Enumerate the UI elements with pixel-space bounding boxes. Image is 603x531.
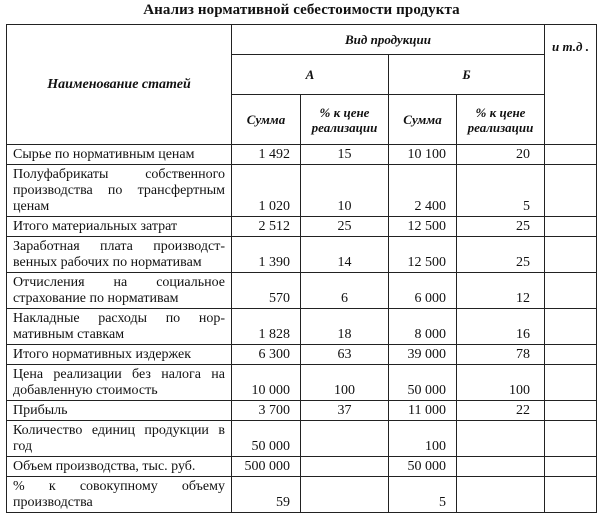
row-name: Заработная плата производственных рабочих по нормативам [7, 237, 232, 273]
b-sum-cell: 50 000 [389, 365, 457, 401]
b-sum-header: Сумма [389, 95, 457, 145]
etc-cell [545, 309, 597, 345]
document-title: Анализ нормативной себестоимости продукта [143, 2, 460, 18]
b-sum-cell: 11 000 [389, 401, 457, 421]
table-row [7, 273, 597, 309]
a-sum-cell: 10 000 [232, 365, 301, 401]
table-row [7, 421, 597, 457]
b-pct-cell: 25 [457, 217, 545, 237]
b-pct-cell: 78 [457, 345, 545, 365]
etc-cell [545, 457, 597, 477]
a-sum-cell: 59 [232, 477, 301, 513]
b-pct-cell [457, 421, 545, 457]
a-pct-cell: 37 [301, 401, 389, 421]
a-pct-cell: 10 [301, 165, 389, 217]
b-pct-cell: 100 [457, 365, 545, 401]
row-name: Итого материальных затрат [7, 217, 232, 237]
a-pct-cell: 100 [301, 365, 389, 401]
etc-cell [545, 237, 597, 273]
a-sum-cell: 500 000 [232, 457, 301, 477]
b-pct-cell: 25 [457, 237, 545, 273]
a-sum-cell: 3 700 [232, 401, 301, 421]
a-pct-header: % к цене реализации [301, 95, 389, 145]
a-sum-cell: 1 020 [232, 165, 301, 217]
etc-cell [545, 273, 597, 309]
items-column-header: Наименование статей [7, 25, 232, 145]
a-sum-cell: 1 492 [232, 145, 301, 165]
table-row [7, 309, 597, 345]
a-pct-cell: 6 [301, 273, 389, 309]
a-pct-cell: 25 [301, 217, 389, 237]
b-pct-cell: 20 [457, 145, 545, 165]
table-row [7, 145, 597, 165]
product-a-header: А [232, 55, 389, 95]
etc-cell [545, 345, 597, 365]
a-pct-cell [301, 457, 389, 477]
product-type-header: Вид продукции [232, 25, 545, 55]
b-sum-cell: 12 500 [389, 217, 457, 237]
b-sum-cell: 6 000 [389, 273, 457, 309]
row-name: Отчисления на социальное страхование по нормативам [7, 273, 232, 309]
table-row [7, 477, 597, 513]
table-row [7, 237, 597, 273]
a-sum-cell: 2 512 [232, 217, 301, 237]
b-sum-cell: 10 100 [389, 145, 457, 165]
b-pct-header: % к цене реализации [457, 95, 545, 145]
a-sum-cell: 6 300 [232, 345, 301, 365]
row-name: Сырье по нормативным ценам [7, 145, 232, 165]
table-row [7, 217, 597, 237]
row-name: Полуфабрикаты собственного производства по трансфертным ценам [7, 165, 232, 217]
etc-column-header: и т.д . [545, 25, 597, 145]
row-name: Объем производства, тыс. руб. [7, 457, 232, 477]
b-sum-cell: 12 500 [389, 237, 457, 273]
a-pct-cell: 14 [301, 237, 389, 273]
a-sum-header: Сумма [232, 95, 301, 145]
a-sum-cell: 1 828 [232, 309, 301, 345]
b-sum-cell: 50 000 [389, 457, 457, 477]
b-pct-cell: 12 [457, 273, 545, 309]
b-pct-cell: 16 [457, 309, 545, 345]
table-row [7, 345, 597, 365]
etc-cell [545, 217, 597, 237]
b-sum-cell: 39 000 [389, 345, 457, 365]
etc-cell [545, 477, 597, 513]
a-sum-cell: 50 000 [232, 421, 301, 457]
b-sum-cell: 100 [389, 421, 457, 457]
b-sum-cell: 2 400 [389, 165, 457, 217]
row-name: Количество единиц продукции в год [7, 421, 232, 457]
row-name: Итого нормативных издержек [7, 345, 232, 365]
row-name: Накладные расходы по нормативным ставкам [7, 309, 232, 345]
etc-cell [545, 401, 597, 421]
etc-cell [545, 165, 597, 217]
b-sum-cell: 8 000 [389, 309, 457, 345]
row-name: % к совокупному объему производства [7, 477, 232, 513]
a-pct-cell: 63 [301, 345, 389, 365]
a-pct-cell [301, 421, 389, 457]
a-pct-cell: 18 [301, 309, 389, 345]
row-name: Цена реализации без налога на добавленную стоимость [7, 365, 232, 401]
b-sum-cell: 5 [389, 477, 457, 513]
b-pct-cell: 5 [457, 165, 545, 217]
etc-cell [545, 145, 597, 165]
a-pct-cell [301, 477, 389, 513]
a-pct-cell: 15 [301, 145, 389, 165]
etc-cell [545, 365, 597, 401]
b-pct-cell [457, 477, 545, 513]
a-sum-cell: 1 390 [232, 237, 301, 273]
b-pct-cell [457, 457, 545, 477]
b-pct-cell: 22 [457, 401, 545, 421]
table-row [7, 401, 597, 421]
row-name: Прибыль [7, 401, 232, 421]
etc-cell [545, 421, 597, 457]
cost-analysis-table [6, 24, 597, 513]
a-sum-cell: 570 [232, 273, 301, 309]
product-b-header: Б [389, 55, 545, 95]
table-row [7, 457, 597, 477]
table-row [7, 365, 597, 401]
table-row [7, 165, 597, 217]
